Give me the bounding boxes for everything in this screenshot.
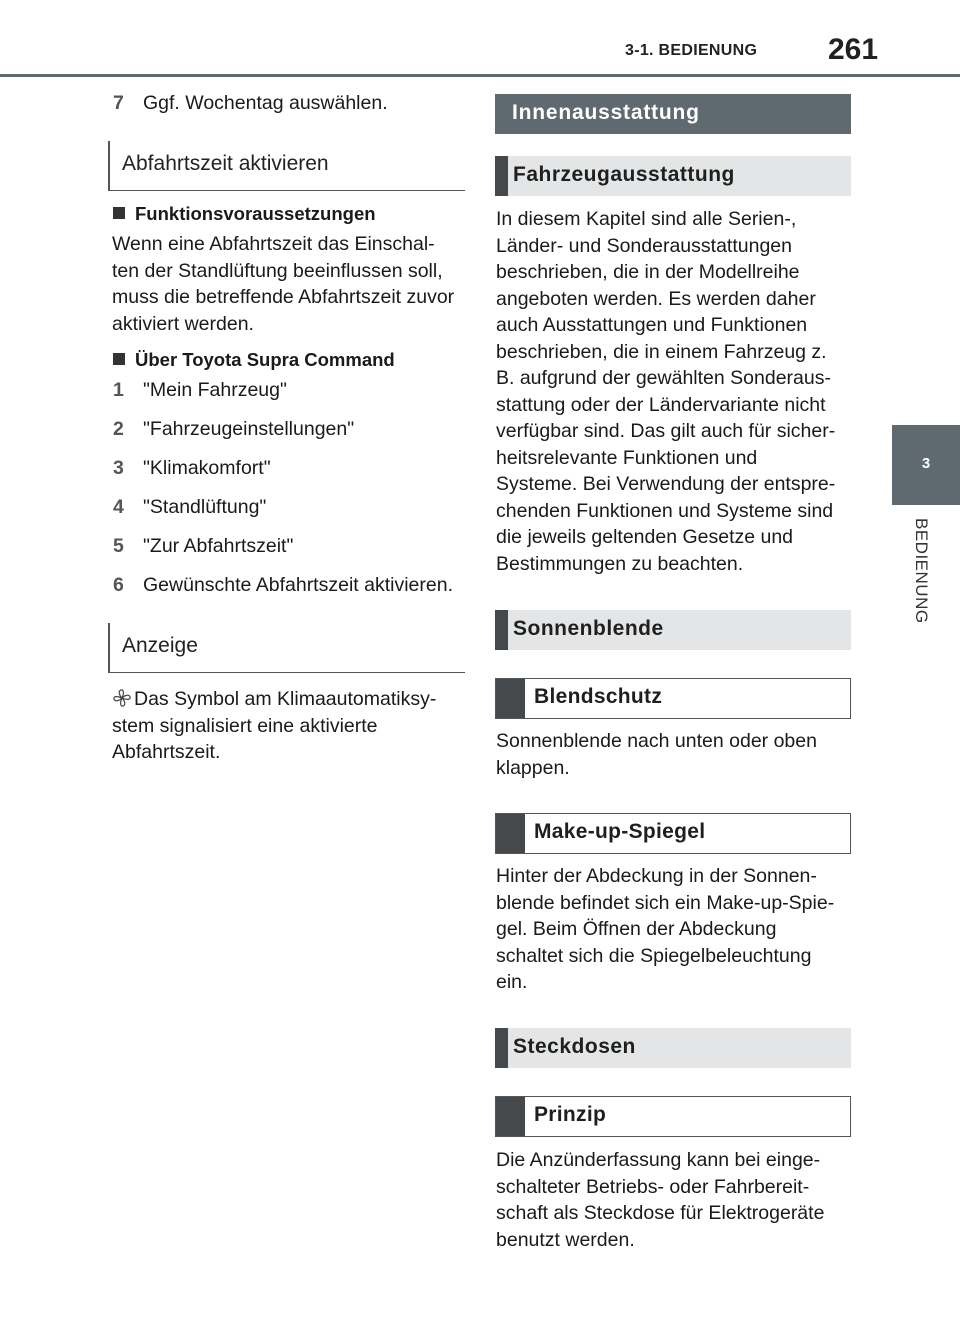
step-3 <box>113 455 271 481</box>
text-line: ein. <box>496 971 528 993</box>
text-line: beschrieben, die in einem Fahrzeug z. <box>496 340 827 363</box>
text-line: Abfahrtszeit. <box>112 741 221 763</box>
text-line: chenden Funktionen und Systeme sind <box>496 499 834 522</box>
heading-sonnenblende <box>495 610 851 650</box>
step-text: Ggf. Wochentag auswählen. <box>143 92 388 114</box>
text-line: Länder- und Sonderausstattungen <box>496 234 792 257</box>
text-line: benutzt werden. <box>496 1228 635 1251</box>
heading-text: Innenausstattung <box>512 101 700 124</box>
bullet-funktionsvoraussetzungen <box>113 203 376 225</box>
text-line: B. aufgrund der gewählten Sonderaus- <box>496 367 831 389</box>
text-line: stattung oder der Ländervariante nicht <box>496 393 826 416</box>
text-line: ten der Standlüftung beeinflussen soll, <box>112 259 443 282</box>
step-text: "Standlüftung" <box>143 496 267 518</box>
paragraph-anzeige <box>112 686 436 766</box>
text-line: Wenn eine Abfahrtszeit das Einschal- <box>112 233 435 255</box>
paragraph-funktion <box>112 231 454 337</box>
header-rule <box>0 74 960 77</box>
paragraph-make-up-spiegel <box>496 863 834 996</box>
heading-innenausstattung <box>495 94 851 134</box>
step-6 <box>113 572 453 598</box>
text-line: schaft als Steckdose für Elektrogeräte <box>496 1202 825 1224</box>
step-number: 7 <box>113 92 124 114</box>
step-text: "Klimakomfort" <box>143 457 271 479</box>
step-2 <box>113 416 354 442</box>
page-number: 261 <box>828 33 879 66</box>
step-number: 1 <box>113 379 124 401</box>
bullet-square-icon <box>113 353 125 365</box>
text-line: heitsrelevante Funktionen und <box>496 446 758 469</box>
section-abfahrtszeit-aktivieren <box>108 141 465 191</box>
text-line: aktiviert werden. <box>112 312 254 335</box>
heading-text: Fahrzeugausstattung <box>513 163 735 186</box>
paragraph-blendschutz <box>496 728 817 781</box>
text-line: Sonnenblende nach unten oder oben <box>496 730 817 752</box>
heading-marker <box>496 679 525 718</box>
heading-text: Steckdosen <box>513 1035 636 1058</box>
text-line: Bestimmungen zu beachten. <box>496 552 744 575</box>
section-title: Anzeige <box>122 634 198 657</box>
bullet-supra-command <box>113 349 395 371</box>
text-line: Die Anzünderfassung kann bei einge- <box>496 1149 821 1171</box>
heading-text: Sonnenblende <box>513 617 664 640</box>
heading-marker <box>496 814 525 853</box>
heading-marker <box>496 1097 525 1136</box>
step-number: 6 <box>113 574 124 596</box>
text-line: klappen. <box>496 756 570 779</box>
step-number: 5 <box>113 535 124 557</box>
paragraph-fahrzeugausstattung <box>496 206 835 577</box>
section-header: 3-1. BEDIENUNG <box>625 42 758 59</box>
text-line: auch Ausstattungen und Funktionen <box>496 314 808 336</box>
step-text: "Mein Fahrzeug" <box>143 379 287 401</box>
heading-make-up-spiegel <box>495 813 851 854</box>
text-line: Systeme. Bei Verwendung der entspre- <box>496 473 836 495</box>
step-text: Gewünschte Abfahrtszeit aktivieren. <box>143 574 453 596</box>
step-number: 3 <box>113 457 124 479</box>
heading-blendschutz <box>495 678 851 719</box>
step-4 <box>113 494 266 520</box>
heading-steckdosen <box>495 1028 851 1068</box>
step-number: 4 <box>113 496 124 518</box>
text-line: blende befindet sich ein Make-up-Spie- <box>496 891 835 914</box>
bullet-title: Funktionsvoraussetzungen <box>135 203 376 224</box>
text-line: beschrieben, die in der Modellreihe <box>496 261 800 283</box>
text-line: verfügbar sind. Das gilt auch für sicher- <box>496 420 836 442</box>
text-line: In diesem Kapitel sind alle Serien-, <box>496 208 797 230</box>
heading-prinzip <box>495 1096 851 1137</box>
text-line: schaltet sich die Spiegelbeleuchtung <box>496 944 812 967</box>
chapter-number: 3 <box>921 455 931 472</box>
step-7 <box>113 90 388 116</box>
fan-symbol-icon <box>112 688 132 708</box>
heading-text: Blendschutz <box>534 685 663 708</box>
text-line: Hinter der Abdeckung in der Sonnen- <box>496 865 817 887</box>
paragraph-prinzip <box>496 1147 824 1253</box>
step-text: "Zur Abfahrtszeit" <box>143 535 294 557</box>
step-5 <box>113 533 293 559</box>
text-line: stem signalisiert eine aktivierte <box>112 714 378 737</box>
bullet-square-icon <box>113 207 125 219</box>
step-1 <box>113 377 287 403</box>
step-text: "Fahrzeugeinstellungen" <box>143 418 355 440</box>
heading-text: Make-up-Spiegel <box>534 820 706 843</box>
text-line: die jeweils geltenden Gesetze und <box>496 526 794 548</box>
text-line: gel. Beim Öffnen der Abdeckung <box>496 918 777 940</box>
text-line: muss die betreffende Abfahrtszeit zuvor <box>112 286 455 308</box>
section-title: Abfahrtszeit aktivieren <box>122 152 329 175</box>
heading-text: Prinzip <box>534 1103 607 1126</box>
step-number: 2 <box>113 418 124 440</box>
text-line: angeboten werden. Es werden daher <box>496 287 816 310</box>
chapter-label: BEDIENUNG <box>912 518 931 624</box>
text-line: schalteter Betriebs- oder Fahrbereit- <box>496 1175 810 1198</box>
section-anzeige <box>108 623 465 673</box>
text-line: Das Symbol am Klimaautomatiksy- <box>134 688 437 710</box>
bullet-title: Über Toyota Supra Command <box>135 349 395 370</box>
chapter-tab <box>892 425 960 505</box>
heading-fahrzeugausstattung <box>495 156 851 196</box>
